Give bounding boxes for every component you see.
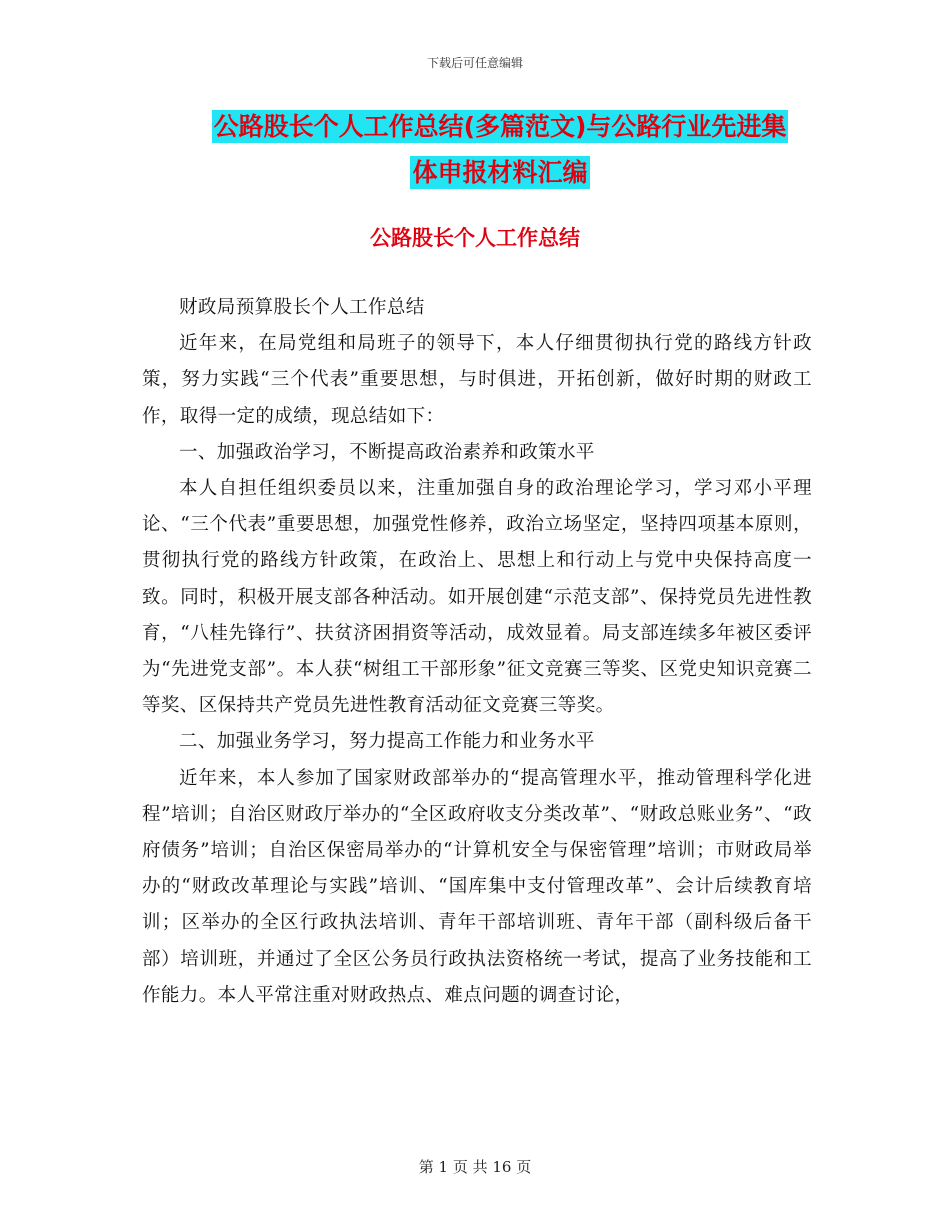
paragraph-heading-2: 二、加强业务学习，努力提高工作能力和业务水平 xyxy=(179,731,595,753)
document-title-line-1: 公路股长个人工作总结(多篇范文)与公路行业先进集 xyxy=(213,112,787,141)
document-title xyxy=(140,104,860,196)
document-title-line-2: 体申报材料汇编 xyxy=(412,158,588,187)
paragraph-intro: 近年来，在局党组和局班子的领导下，本人仔细贯彻执行党的路线方针政策，努力实践“三个代表”重要思想，与时俱进，开拓创新，做好时期的财政工作，取得一定的成绩，现总结如下： xyxy=(142,333,812,427)
paragraph-heading-1: 一、加强政治学习，不断提高政治素养和政策水平 xyxy=(179,441,595,463)
paragraph-business-study: 近年来，本人参加了国家财政部举办的“提高管理水平，推动管理科学化进程”培训；自治区财政厅举办的“全区政府收支分类改革”、“财政总账业务”、“政府债务”培训；自治区保密局举办的“计算机安全与保密管理”培训；市财政局举办的“财政改革理论与实践”培训、“国库集中支付管理改革”、会计后续教育培训；区举办的全区行政执法培训、青年干部培训班、青年干部（副科级后备干部）培训班，并通过了全区公务员行政执法资格统一考试，提高了业务技能和工作能力。本人平常注重对财政热点、难点问题的调查讨论， xyxy=(142,767,812,1006)
paragraph-subtitle: 财政局预算股长个人工作总结 xyxy=(179,297,425,318)
page-number-footer: 第 1 页 共 16 页 xyxy=(418,1158,532,1176)
document-body xyxy=(142,290,812,1014)
paragraph-political-study: 本人自担任组织委员以来，注重加强自身的政治理论学习，学习邓小平理论、“三个代表”重要思想，加强党性修养，政治立场坚定，坚持四项基本原则，贯彻执行党的路线方针政策，在政治上、思想上和行动上与党中央保持高度一致。同时，积极开展支部各种活动。如开展创建“示范支部”、保持党员先进性教育，“八桂先锋行”、扶贫济困捐资等活动，成效显着。局支部连续多年被区委评为“先进党支部”。本人获“树组工干部形象”征文竞赛三等奖、区党史知识竞赛二等奖、区保持共产党员先进性教育活动征文竞赛三等奖。 xyxy=(142,478,812,717)
section-title: 公路股长个人工作总结 xyxy=(370,226,580,250)
page-header-note: 下载后可任意编辑 xyxy=(426,56,523,70)
